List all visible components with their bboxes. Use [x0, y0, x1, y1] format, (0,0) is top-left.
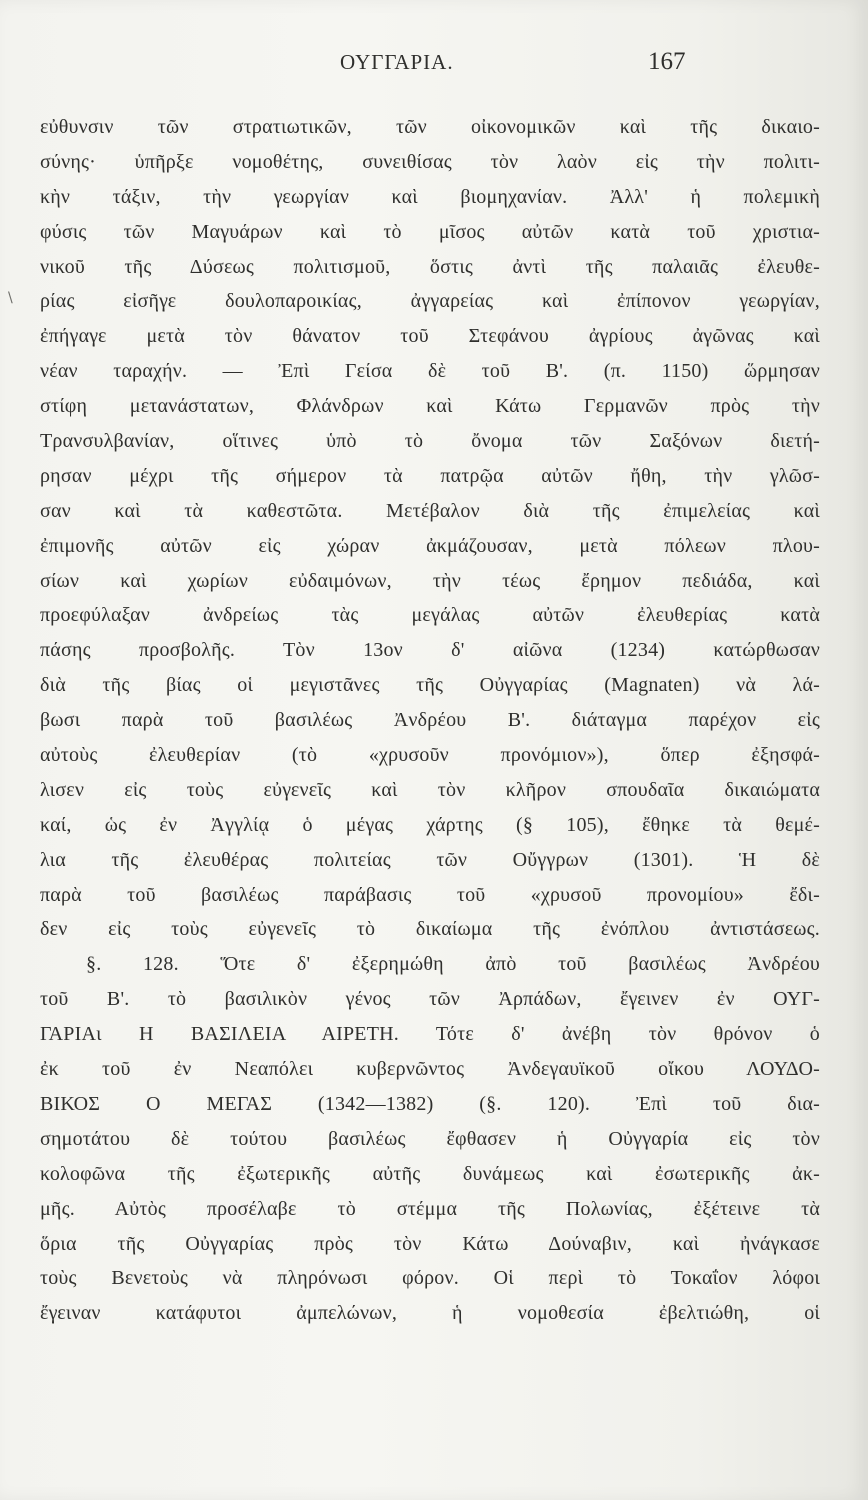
text-line: νικοῦ τῆς Δύσεως πολιτισμοῦ, ὅστις ἀντὶ τῆς παλαιᾶς ἐλευθε-	[40, 255, 820, 278]
page-header	[0, 50, 868, 86]
text-line: ΓΑΡΙΑι Η ΒΑΣΙΛΕΙΑ ΑΙΡΕΤΗ. Τότε δ' ἀνέβη τὸν θρόνον ὁ	[40, 1023, 820, 1046]
text-line: σημοτάτου δὲ τούτου βασιλέως ἔφθασεν ἡ Οὐγγαρία εἰς τὸν	[40, 1127, 820, 1150]
text-line: ρησαν μέχρι τῆς σήμερον τὰ πατρῷα αὐτῶν ἤθη, τὴν γλῶσ-	[40, 464, 820, 487]
text-line: σαν καὶ τὰ καθεστῶτα. Μετέβαλον διὰ τῆς ἐπιμελείας καὶ	[40, 499, 820, 522]
text-line: κὴν τάξιν, τὴν γεωργίαν καὶ βιομηχανίαν. Ἀλλ' ἡ πολεμικὴ	[40, 185, 820, 208]
body-text	[40, 110, 820, 1331]
text-line: στίφη μετανάστατων, Φλάνδρων καὶ Κάτω Γερμανῶν πρὸς τὴν	[40, 395, 820, 418]
text-line: καί, ὡς ἐν Ἀγγλίᾳ ὁ μέγας χάρτης (§ 105), ἔθηκε τὰ θεμέ-	[40, 813, 820, 836]
text-line: βωσι παρὰ τοῦ βασιλέως Ἀνδρέου Β'. διάταγμα παρέχον εἰς	[40, 709, 820, 732]
text-line: προεφύλαξαν ἀνδρείως τὰς μεγάλας αὐτῶν ἐλευθερίας κατὰ	[40, 604, 820, 627]
text-line: ἐπήγαγε μετὰ τὸν θάνατον τοῦ Στεφάνου ἀγρίους ἀγῶνας καὶ	[40, 325, 820, 348]
text-line: ΒΙΚΟΣ Ο ΜΕΓΑΣ (1342—1382) (§. 120). Ἐπὶ τοῦ δια-	[40, 1092, 820, 1115]
text-line: ἐκ τοῦ ἐν Νεαπόλει κυβερνῶντος Ἀνδεγαυϊκοῦ οἴκου ΛΟΥΔΟ-	[40, 1058, 820, 1081]
running-title: ΟΥΓΓΑΡΙΑ.	[340, 50, 454, 74]
text-line: δεν εἰς τοὺς εὐγενεῖς τὸ δικαίωμα τῆς ἐνόπλου ἀντιστάσεως.	[40, 918, 820, 941]
text-line: λια τῆς ἐλευθέρας πολιτείας τῶν Οὔγγρων (1301). Ἡ δὲ	[40, 848, 820, 871]
text-line: νέαν ταραχήν. — Ἐπὶ Γείσα δὲ τοῦ Β'. (π. 1150) ὥρμησαν	[40, 360, 820, 383]
text-line: κολοφῶνα τῆς ἐξωτερικῆς αὐτῆς δυνάμεως καὶ ἐσωτερικῆς ἀκ-	[40, 1162, 820, 1185]
text-line: λισεν εἰς τοὺς εὐγενεῖς καὶ τὸν κλῆρον σπουδαῖα δικαιώματα	[40, 778, 820, 801]
text-line: μῆς. Αὐτὸς προσέλαβε τὸ στέμμα τῆς Πολωνίας, ἐξέτεινε τὰ	[40, 1197, 820, 1220]
text-line: εὐθυνσιν τῶν στρατιωτικῶν, τῶν οἰκονομικῶν καὶ τῆς δικαιο-	[40, 116, 820, 138]
text-line: ἐπιμονῆς αὐτῶν εἰς χώραν ἀκμάζουσαν, μετὰ πόλεων πλου-	[40, 534, 820, 557]
text-line: διὰ τῆς βίας οἱ μεγιστᾶνες τῆς Οὐγγαρίας (Magnaten) νὰ λά-	[40, 674, 820, 697]
text-line: αὐτοὺς ἐλευθερίαν (τὸ «χρυσοῦν προνόμιον»), ὅπερ ἐξησφά-	[40, 744, 820, 767]
text-line: πάσης προσβολῆς. Τὸν 13ον δ' αἰῶνα (1234) κατώρθωσαν	[40, 639, 820, 662]
text-line: ἔγειναν κατάφυτοι ἀμπελώνων, ἡ νομοθεσία ἐβελτιώθη, οἱ	[40, 1302, 820, 1325]
text-line: σίων καὶ χωρίων εὐδαιμόνων, τὴν τέως ἔρημον πεδιάδα, καὶ	[40, 569, 820, 592]
page-number: 167	[648, 48, 686, 75]
text-line: τοῦ Β'. τὸ βασιλικὸν γένος τῶν Ἀρπάδων, ἔγεινεν ἐν ΟΥΓ-	[40, 988, 820, 1011]
text-line: σύνης· ὑπῆρξε νομοθέτης, συνειθίσας τὸν λαὸν εἰς τὴν πολιτι-	[40, 150, 820, 173]
text-line: παρὰ τοῦ βασιλέως παράβασις τοῦ «χρυσοῦ προνομίου» ἔδι-	[40, 883, 820, 906]
text-line: Τρανσυλβανίαν, οἵτινες ὑπὸ τὸ ὄνομα τῶν Σαξόνων διετή-	[40, 430, 820, 453]
section-heading-line: §. 128. Ὅτε δ' ἐξερημώθη ἀπὸ τοῦ βασιλέως Ἀνδρέου	[86, 953, 820, 976]
text-line: ὅρια τῆς Οὐγγαρίας πρὸς τὸν Κάτω Δούναβιν, καὶ ἠνάγκασε	[40, 1232, 820, 1255]
text-line: φύσις τῶν Μαγυάρων καὶ τὸ μῖσος αὐτῶν κατὰ τοῦ χριστια-	[40, 220, 820, 243]
text-line: ρίας εἰσῆγε δουλοπαροικίας, ἀγγαρείας καὶ ἐπίπονον γεωργίαν,	[40, 290, 820, 313]
margin-mark: \	[8, 290, 13, 306]
text-line: τοὺς Βενετοὺς νὰ πληρόνωσι φόρον. Οἱ περὶ τὸ Τοκαΐον λόφοι	[40, 1267, 820, 1290]
